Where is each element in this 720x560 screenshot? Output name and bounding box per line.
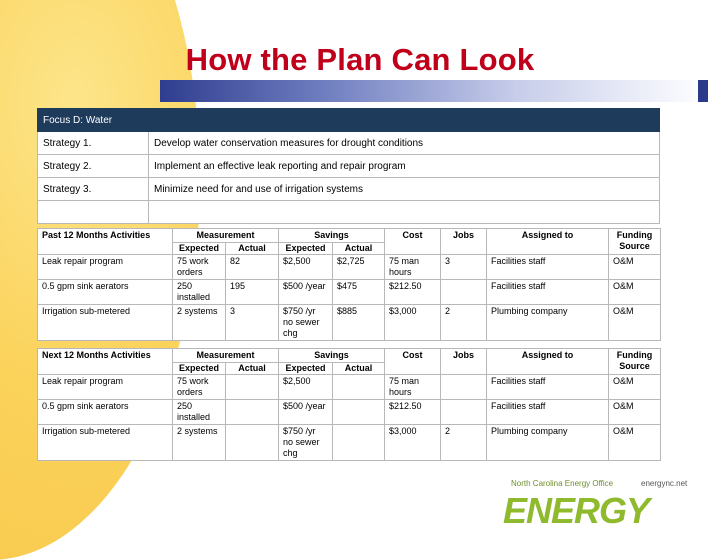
col-actual: Actual bbox=[226, 243, 279, 255]
cost: 75 man hours bbox=[385, 375, 441, 400]
jobs: 2 bbox=[441, 305, 487, 341]
measurement-actual: 3 bbox=[226, 305, 279, 341]
logo-wordmark: ENERGY bbox=[503, 490, 650, 531]
assigned-to: Facilities staff bbox=[487, 400, 609, 425]
funding-source: O&M bbox=[609, 425, 661, 461]
savings-actual: $885 bbox=[333, 305, 385, 341]
savings-expected: $500 /year bbox=[279, 400, 333, 425]
savings-actual: $475 bbox=[333, 280, 385, 305]
measurement-actual bbox=[226, 375, 279, 400]
col-expected: Expected bbox=[173, 243, 226, 255]
empty-cell bbox=[38, 201, 149, 224]
next-activities-table bbox=[37, 348, 661, 461]
savings-expected: $750 /yr no sewer chg bbox=[279, 425, 333, 461]
focus-header: Focus D: Water bbox=[38, 109, 660, 132]
table-row bbox=[38, 375, 661, 400]
savings-expected: $500 /year bbox=[279, 280, 333, 305]
col-funding bbox=[609, 229, 661, 255]
title-rule bbox=[160, 80, 708, 102]
cost: $212.50 bbox=[385, 280, 441, 305]
logo-org: North Carolina Energy Office bbox=[511, 479, 614, 488]
past-activities-table bbox=[37, 228, 661, 341]
measurement-actual bbox=[226, 425, 279, 461]
jobs bbox=[441, 400, 487, 425]
measurement-expected: 250 installed bbox=[173, 280, 226, 305]
section-heading: Next 12 Months Activities bbox=[38, 349, 173, 375]
jobs bbox=[441, 280, 487, 305]
cost: $3,000 bbox=[385, 305, 441, 341]
cost: 75 man hours bbox=[385, 255, 441, 280]
col-funding-2: Source bbox=[619, 361, 650, 371]
measurement-actual bbox=[226, 400, 279, 425]
col-measurement: Measurement bbox=[173, 229, 279, 243]
strategy-text: Implement an effective leak reporting and repair program bbox=[149, 155, 660, 178]
col-funding-2: Source bbox=[619, 241, 650, 251]
savings-expected: $2,500 bbox=[279, 375, 333, 400]
measurement-expected: 2 systems bbox=[173, 305, 226, 341]
assigned-to: Facilities staff bbox=[487, 255, 609, 280]
nc-energy-logo bbox=[503, 477, 703, 532]
jobs bbox=[441, 375, 487, 400]
focus-table bbox=[37, 108, 660, 224]
savings-actual bbox=[333, 425, 385, 461]
activity: Leak repair program bbox=[38, 255, 173, 280]
activity: 0.5 gpm sink aerators bbox=[38, 400, 173, 425]
activity: Irrigation sub-metered bbox=[38, 305, 173, 341]
cost: $212.50 bbox=[385, 400, 441, 425]
col-savings: Savings bbox=[279, 229, 385, 243]
activity: 0.5 gpm sink aerators bbox=[38, 280, 173, 305]
strategy-text: Develop water conservation measures for drought conditions bbox=[149, 132, 660, 155]
col-assigned: Assigned to bbox=[487, 229, 609, 255]
activity: Irrigation sub-metered bbox=[38, 425, 173, 461]
col-funding-1: Funding bbox=[616, 350, 653, 360]
assigned-to: Plumbing company bbox=[487, 305, 609, 341]
funding-source: O&M bbox=[609, 375, 661, 400]
savings-expected: $2,500 bbox=[279, 255, 333, 280]
col-jobs: Jobs bbox=[441, 349, 487, 375]
table-row bbox=[38, 255, 661, 280]
assigned-to: Plumbing company bbox=[487, 425, 609, 461]
measurement-expected: 250 installed bbox=[173, 400, 226, 425]
funding-source: O&M bbox=[609, 280, 661, 305]
measurement-actual: 195 bbox=[226, 280, 279, 305]
col-actual: Actual bbox=[226, 363, 279, 375]
strategy-text: Minimize need for and use of irrigation systems bbox=[149, 178, 660, 201]
savings-actual bbox=[333, 400, 385, 425]
logo-url: energync.net bbox=[641, 479, 688, 488]
col-funding-1: Funding bbox=[616, 230, 653, 240]
funding-source: O&M bbox=[609, 255, 661, 280]
section-heading: Past 12 Months Activities bbox=[38, 229, 173, 255]
table-row bbox=[38, 425, 661, 461]
col-measurement: Measurement bbox=[173, 349, 279, 363]
page-title: How the Plan Can Look bbox=[185, 42, 535, 77]
table-row bbox=[38, 280, 661, 305]
strategy-label: Strategy 1. bbox=[38, 132, 149, 155]
strategy-label: Strategy 3. bbox=[38, 178, 149, 201]
col-expected: Expected bbox=[173, 363, 226, 375]
empty-cell bbox=[149, 201, 660, 224]
measurement-actual: 82 bbox=[226, 255, 279, 280]
savings-actual: $2,725 bbox=[333, 255, 385, 280]
cost: $3,000 bbox=[385, 425, 441, 461]
strategy-label: Strategy 2. bbox=[38, 155, 149, 178]
col-savings: Savings bbox=[279, 349, 385, 363]
savings-expected: $750 /yr no sewer chg bbox=[279, 305, 333, 341]
title-rule-end bbox=[698, 80, 708, 102]
table-row bbox=[38, 400, 661, 425]
jobs: 2 bbox=[441, 425, 487, 461]
col-assigned: Assigned to bbox=[487, 349, 609, 375]
funding-source: O&M bbox=[609, 305, 661, 341]
col-actual: Actual bbox=[333, 363, 385, 375]
col-cost: Cost bbox=[385, 349, 441, 375]
col-actual: Actual bbox=[333, 243, 385, 255]
col-expected: Expected bbox=[279, 363, 333, 375]
col-jobs: Jobs bbox=[441, 229, 487, 255]
savings-actual bbox=[333, 375, 385, 400]
activity: Leak repair program bbox=[38, 375, 173, 400]
measurement-expected: 75 work orders bbox=[173, 375, 226, 400]
assigned-to: Facilities staff bbox=[487, 280, 609, 305]
measurement-expected: 2 systems bbox=[173, 425, 226, 461]
table-row bbox=[38, 305, 661, 341]
assigned-to: Facilities staff bbox=[487, 375, 609, 400]
measurement-expected: 75 work orders bbox=[173, 255, 226, 280]
col-funding bbox=[609, 349, 661, 375]
col-cost: Cost bbox=[385, 229, 441, 255]
funding-source: O&M bbox=[609, 400, 661, 425]
col-expected: Expected bbox=[279, 243, 333, 255]
jobs: 3 bbox=[441, 255, 487, 280]
